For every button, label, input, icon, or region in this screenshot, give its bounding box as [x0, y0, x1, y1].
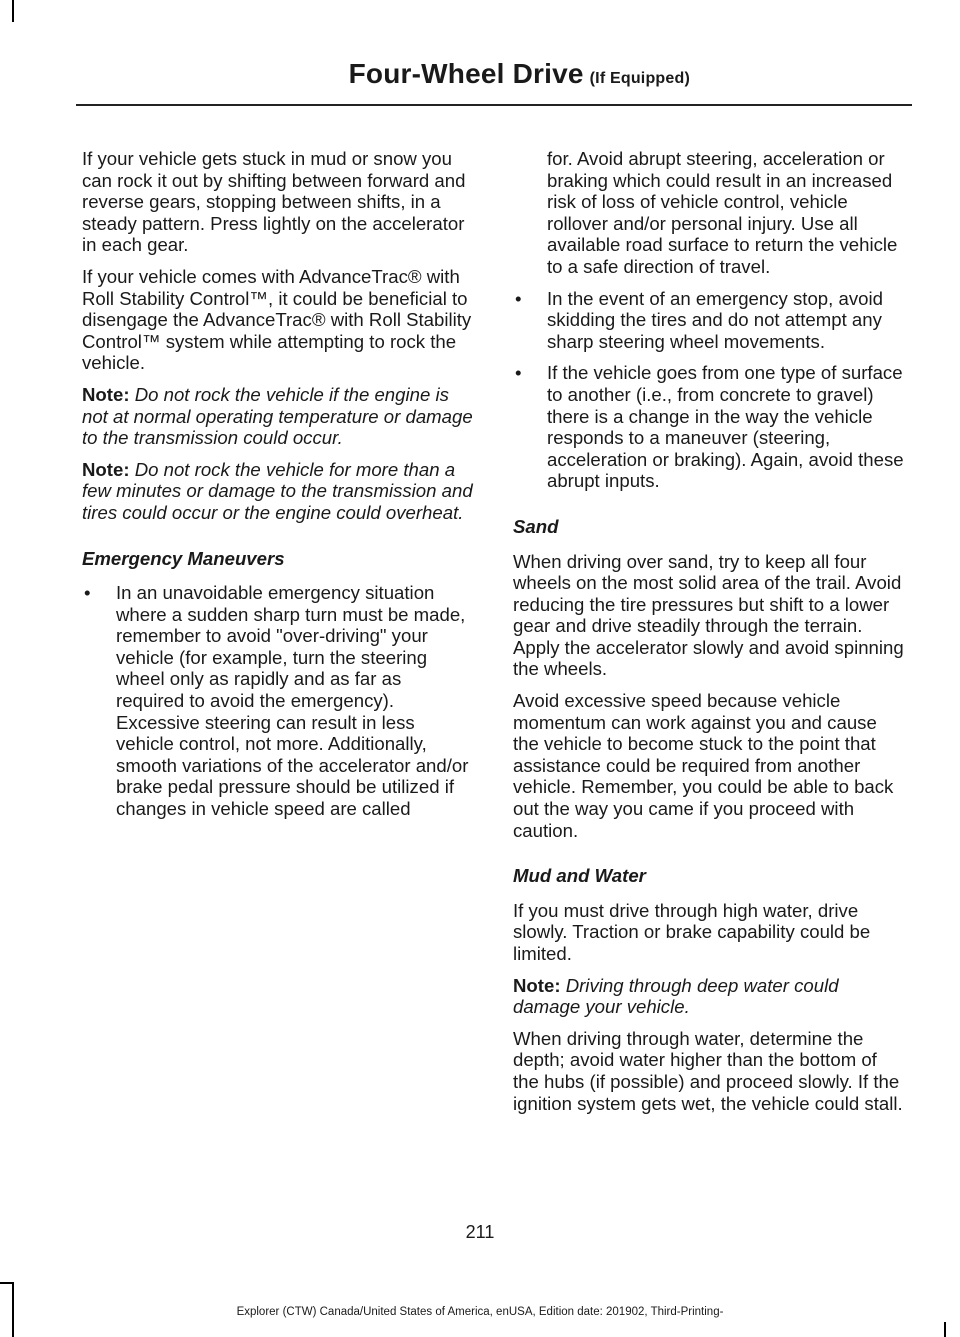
- page-number: 211: [465, 1222, 495, 1242]
- header-subtitle: (If Equipped): [589, 70, 690, 87]
- heading-sand: Sand: [513, 515, 559, 537]
- paragraph-mud-1: If you must drive through high water, drive slowly. Traction or brake capability could be limited.: [513, 899, 871, 964]
- list-item: • In an unavoidable emergency situation where a sudden sharp turn must be made, remember to avoid "over-driving" your vehicle (for example, turn the steering wheel only as rapidly and as far as required to avoid the emergency). Excessive steering can result in less vehicle control, not more. Additionally, smooth variations of the accelerator and/or brake pedal pressure should be utilized if changes in vehicle speed are called: [82, 582, 474, 820]
- heading-mud-and-water: Mud and Water: [513, 865, 646, 887]
- list-item: • If the vehicle goes from one type of surface to another (i.e., from concrete to gravel) there is a change in the way the vehicle responds to a maneuver (steering, acceleration or braking). Again, avoid these abrupt inputs.: [513, 362, 905, 492]
- paragraph-rocking: If your vehicle gets stuck in mud or snow you can rock it out by shifting between forward and reverse gears, stopping between shifts, in a steady pattern. Press lightly on the accelerator in each gear.: [82, 148, 466, 256]
- paragraph-advancetrac: If your vehicle comes with AdvanceTrac® with Roll Stability Control™, it could be beneficial to disengage the AdvanceTrac® with Roll Stability Control™ system while attempting to rock the vehicle.: [82, 265, 472, 374]
- right-column: [513, 148, 905, 1124]
- emergency-list-continued: [513, 288, 905, 492]
- note-text: Driving through deep water could damage your vehicle.: [513, 974, 839, 1018]
- note-temperature: [82, 384, 474, 449]
- note-label: Note:: [82, 383, 130, 405]
- list-item-continuation: for. Avoid abrupt steering, acceleration or braking which could result in an increased risk of loss of vehicle control, vehicle rollover and/or personal injury. Use all available road surface to return the vehicle to a safe direction of travel.: [547, 148, 898, 277]
- footer-edition-info: Explorer (CTW) Canada/United States of America, enUSA, Edition date: 201902, Third-Printing-: [236, 1306, 724, 1318]
- note-text: Do not rock the vehicle if the engine is not at normal operating temperature or damage to the transmission could occur.: [82, 383, 473, 449]
- paragraph-sand-1: When driving over sand, try to keep all four wheels on the most solid area of the trail. Avoid reducing the tire pressures but shift to a lower gear and drive steadily through the terrain. Apply the accelerator slowly and avoid spinning the wheels.: [513, 550, 904, 680]
- note-label: Note:: [82, 458, 130, 480]
- paragraph-mud-2: When driving through water, determine the depth; avoid water higher than the bottom of the hubs (if possible) and proceed slowly. If the ignition system gets wet, the vehicle could stall.: [513, 1027, 903, 1114]
- left-column: [82, 148, 474, 832]
- header-rule: [76, 104, 912, 106]
- crop-mark-top-left: [12, 0, 14, 22]
- page-header-title: [349, 58, 690, 90]
- heading-emergency-maneuvers: Emergency Maneuvers: [82, 547, 285, 569]
- list-item: • In the event of an emergency stop, avoid skidding the tires and do not attempt any sharp steering wheel movements.: [513, 288, 905, 353]
- note-deep-water: [513, 975, 905, 1018]
- crop-mark-bottom-right: [944, 1322, 946, 1337]
- note-text: Do not rock the vehicle for more than a few minutes or damage to the transmission and tires could occur or the engine could overheat.: [82, 458, 473, 523]
- paragraph-sand-2: Avoid excessive speed because vehicle momentum can work against you and cause the vehicle to become stuck to the point that assistance could be required from another vehicle. Remember, you could be able to back out the way you came if you proceed with caution.: [513, 690, 894, 841]
- crop-mark-bottom-left-h: [0, 1282, 14, 1284]
- note-label: Note:: [513, 974, 561, 996]
- note-duration: [82, 459, 474, 524]
- emergency-list: [82, 582, 474, 820]
- header-title-text: Four-Wheel Drive: [348, 58, 584, 89]
